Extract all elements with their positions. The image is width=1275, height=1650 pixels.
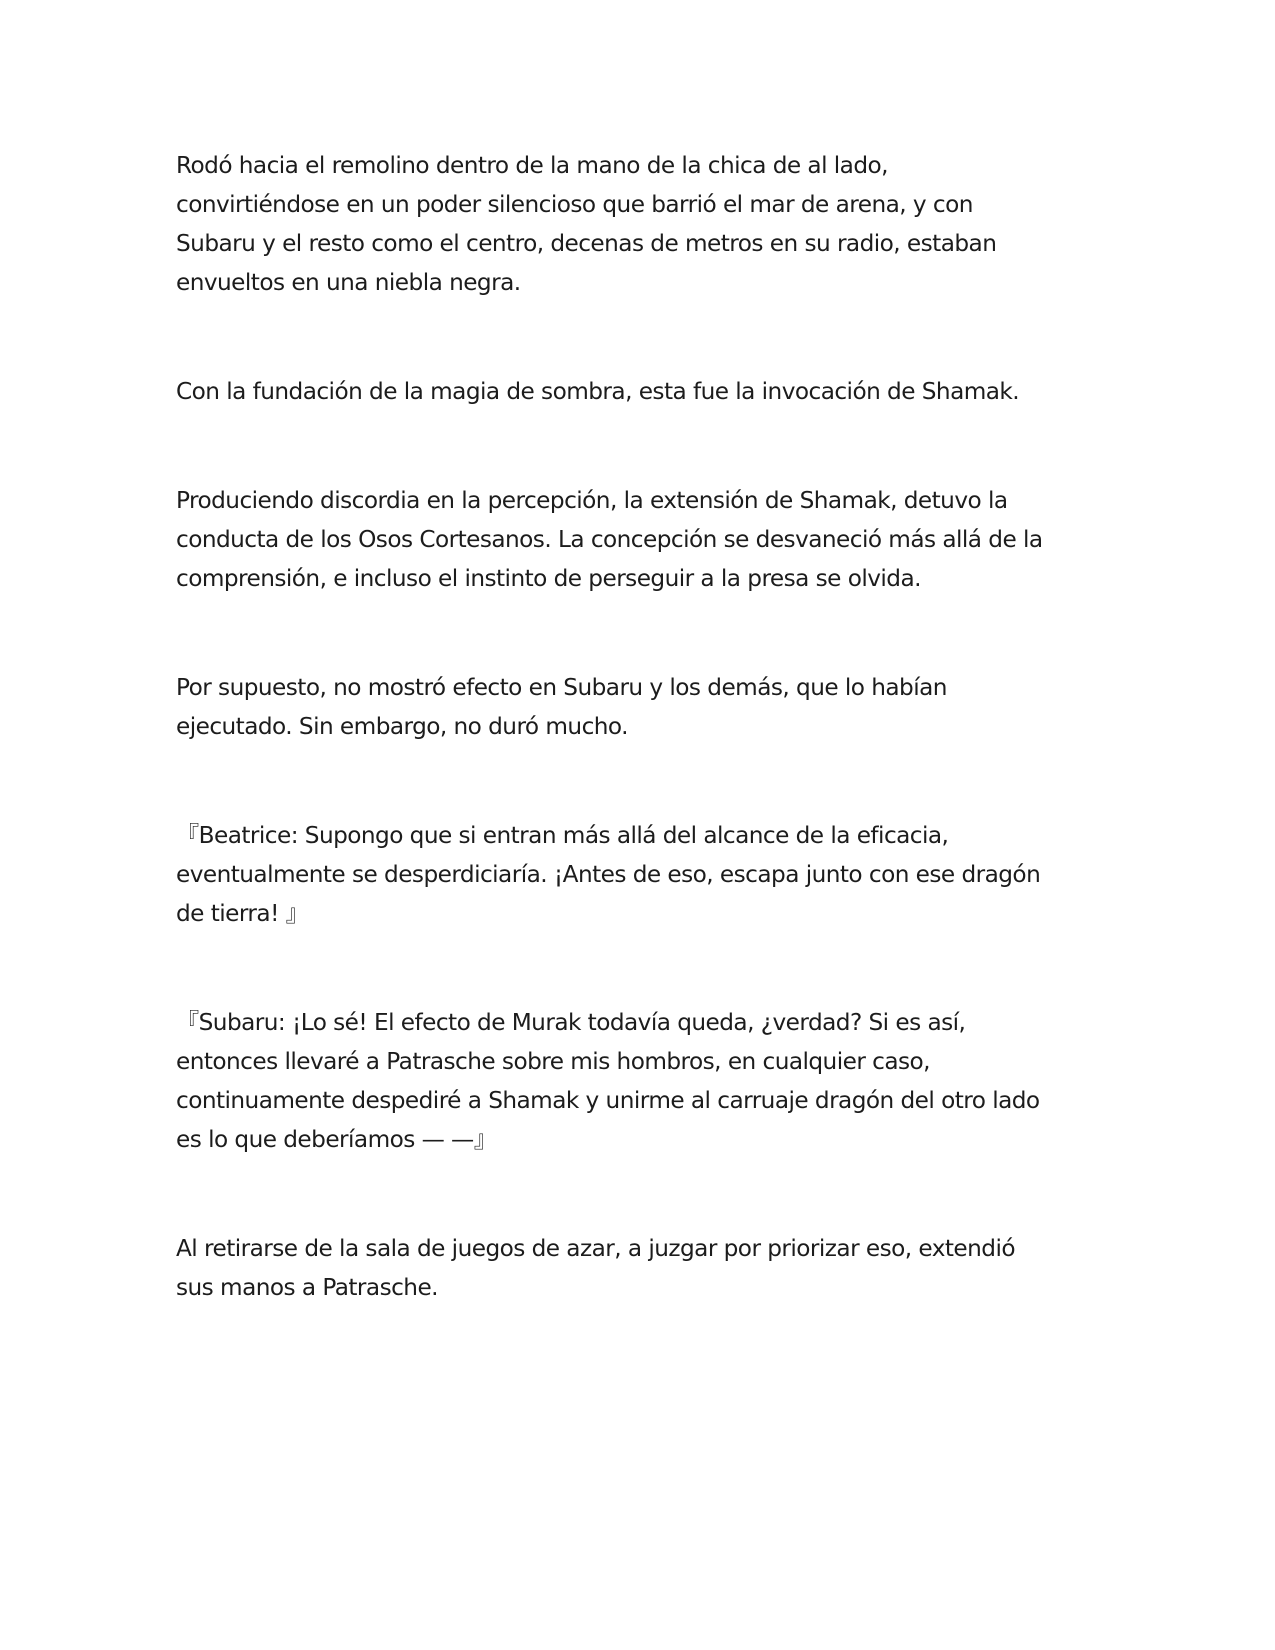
paragraph-3: Produciendo discordia en la percepción, la extensión de Shamak, detuvo la conducta de los Osos Cortesanos. La concepción se desvaneció más allá de la comprensión, e incluso el instinto de perseguir a la presa se olvida. <box>176 487 1043 592</box>
paragraph-dialogue-beatrice: 『Beatrice: Supongo que si entran más allá del alcance de la eficacia, eventualmente se desperdiciaría. ¡Antes de eso, escapa junto con ese dragón de tierra! 』 <box>176 822 1041 927</box>
paragraph-spacer <box>176 933 1106 1003</box>
paragraph-spacer <box>176 598 1106 668</box>
paragraph-spacer <box>176 1159 1106 1229</box>
paragraph-7: Al retirarse de la sala de juegos de azar, a juzgar por priorizar eso, extendió sus manos a Patrasche. <box>176 1235 1015 1301</box>
paragraph-2: Con la fundación de la magia de sombra, esta fue la invocación de Shamak. <box>176 378 1020 405</box>
paragraph-dialogue-subaru: 『Subaru: ¡Lo sé! El efecto de Murak todavía queda, ¿verdad? Si es así, entonces llevaré a Patrasche sobre mis hombros, en cualquier caso, continuamente despediré a Shamak y unirme al carruaje dragón del otro lado es lo que deberíamos — —』 <box>176 1009 1040 1153</box>
paragraph-spacer <box>176 746 1106 816</box>
document-body <box>176 146 1106 1307</box>
paragraph-4: Por supuesto, no mostró efecto en Subaru y los demás, que lo habían ejecutado. Sin embargo, no duró mucho. <box>176 674 947 740</box>
paragraph-1: Rodó hacia el remolino dentro de la mano de la chica de al lado, convirtiéndose en un poder silencioso que barrió el mar de arena, y con Subaru y el resto como el centro, decenas de metros en su radio, estaban envueltos en una niebla negra. <box>176 152 997 296</box>
paragraph-spacer <box>176 411 1106 481</box>
paragraph-spacer <box>176 302 1106 372</box>
